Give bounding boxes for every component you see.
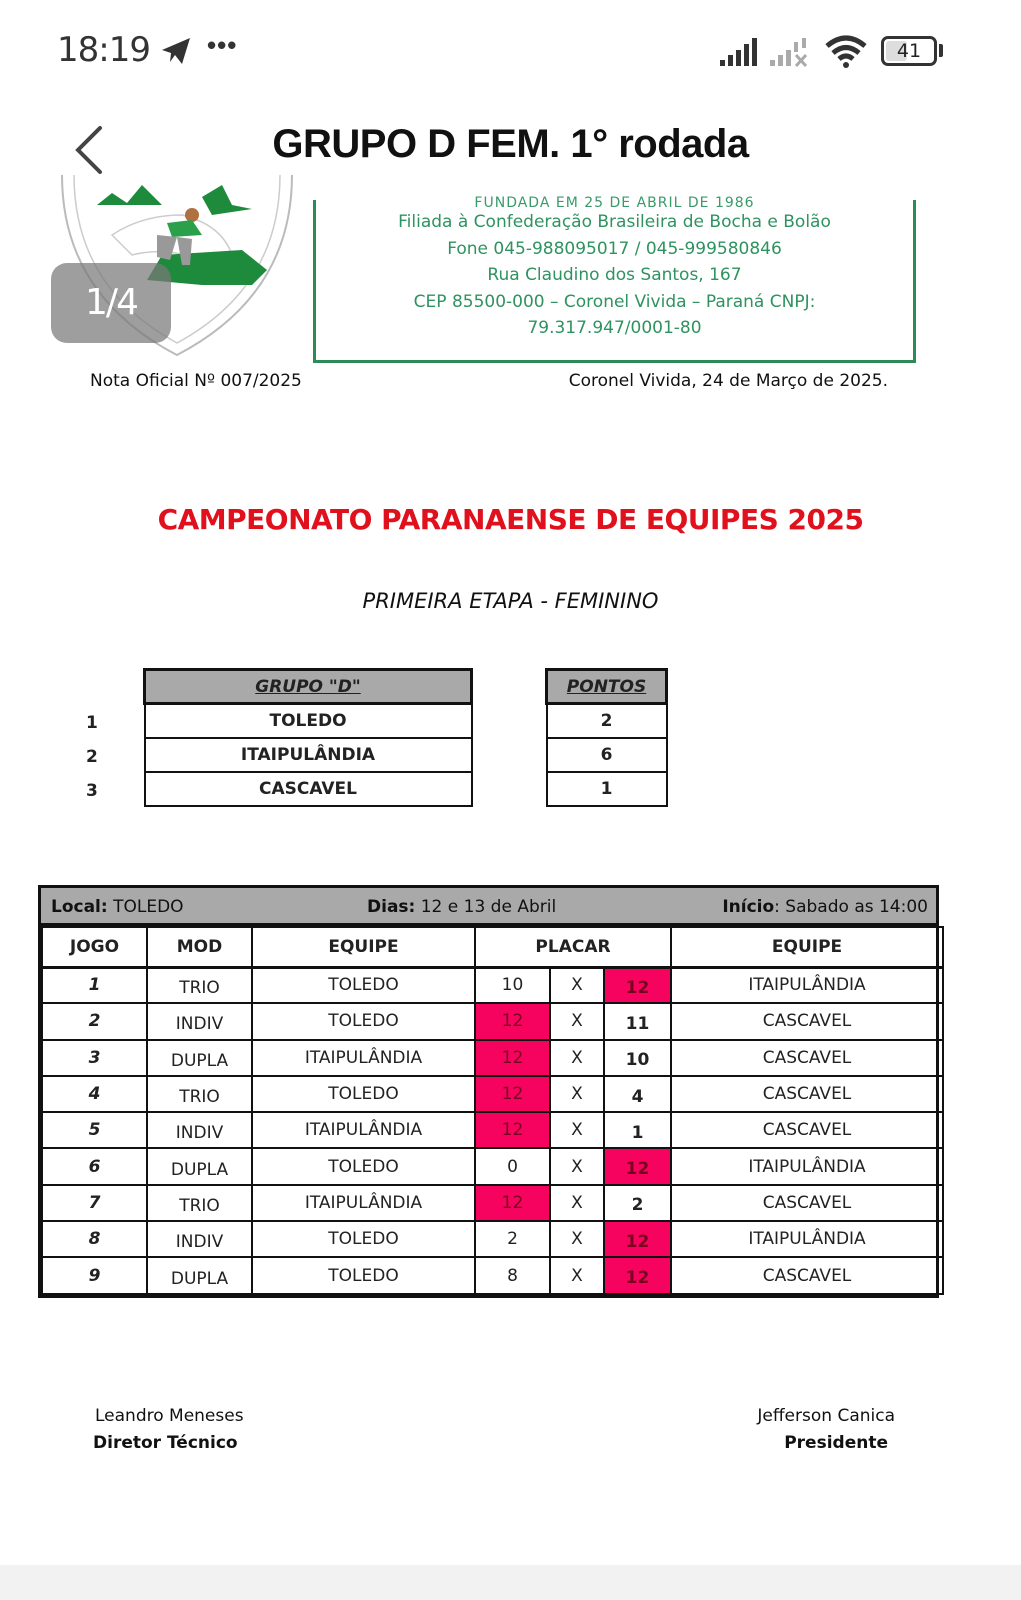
group-position: 3 — [86, 781, 98, 801]
game-row — [42, 967, 943, 1003]
game-score-b: 12 — [604, 967, 671, 1003]
game-score-b: 10 — [604, 1040, 671, 1076]
game-team-b: ITAIPULÂNDIA — [671, 1221, 943, 1257]
game-team-a: TOLEDO — [252, 1076, 475, 1112]
game-mod: DUPLA — [147, 1148, 252, 1184]
signature-right-name: Jefferson Canica — [757, 1406, 895, 1426]
game-score-a: 2 — [475, 1221, 550, 1257]
game-vs: X — [550, 1185, 604, 1221]
championship-title: CAMPEONATO PARANAENSE DE EQUIPES 2025 — [157, 503, 864, 536]
game-mod: TRIO — [147, 967, 252, 1003]
game-vs: X — [550, 1076, 604, 1112]
game-vs: X — [550, 1148, 604, 1184]
more-icon: ••• — [207, 30, 238, 60]
group-points-table — [545, 668, 668, 807]
game-row — [42, 1148, 943, 1184]
game-score-b: 2 — [604, 1185, 671, 1221]
game-team-b: CASCAVEL — [671, 1076, 943, 1112]
game-score-a: 0 — [475, 1148, 550, 1184]
game-number: 5 — [42, 1112, 147, 1148]
points-header: PONTOS — [547, 670, 667, 704]
game-team-b: CASCAVEL — [671, 1257, 943, 1293]
game-vs: X — [550, 1112, 604, 1148]
game-vs: X — [550, 967, 604, 1003]
game-score-b: 12 — [604, 1148, 671, 1184]
inicio-info — [722, 897, 928, 917]
game-team-b: CASCAVEL — [671, 1003, 943, 1039]
status-time: 18:19 — [57, 30, 150, 70]
header-line-street: Rua Claudino dos Santos, 167 — [487, 265, 742, 285]
header-line-affiliation: Filiada à Confederação Brasileira de Bocha e Bolão — [398, 212, 831, 232]
group-team: CASCAVEL — [145, 772, 472, 806]
game-row — [42, 1076, 943, 1112]
signal-no-service-icon — [770, 38, 814, 66]
battery-tip — [939, 44, 943, 57]
game-mod: DUPLA — [147, 1040, 252, 1076]
game-number: 6 — [42, 1148, 147, 1184]
header-mod: MOD — [147, 927, 252, 967]
header-placar: PLACAR — [475, 927, 671, 967]
game-team-b: CASCAVEL — [671, 1185, 943, 1221]
document-viewer[interactable] — [0, 195, 1021, 1565]
game-row — [42, 1112, 943, 1148]
signal-icon — [720, 38, 762, 66]
game-team-b: ITAIPULÂNDIA — [671, 1148, 943, 1184]
inicio-value: : Sabado as 14:00 — [774, 897, 928, 917]
signature-right-role: Presidente — [784, 1433, 888, 1453]
battery-icon — [881, 36, 937, 66]
game-score-b: 12 — [604, 1221, 671, 1257]
game-score-b: 11 — [604, 1003, 671, 1039]
game-mod: DUPLA — [147, 1257, 252, 1293]
signature-left-name: Leandro Meneses — [95, 1406, 244, 1426]
bottom-strip — [0, 1565, 1021, 1600]
inicio-label: Início — [722, 897, 775, 917]
header-equipe-b: EQUIPE — [671, 927, 943, 967]
game-score-a: 12 — [475, 1185, 550, 1221]
signature-left-role: Diretor Técnico — [93, 1433, 238, 1453]
game-row — [42, 1257, 943, 1293]
game-score-a: 8 — [475, 1257, 550, 1293]
header-line-cnpj: 79.317.947/0001-80 — [527, 318, 702, 338]
dias-info — [367, 897, 556, 917]
game-team-a: ITAIPULÂNDIA — [252, 1185, 475, 1221]
game-mod: INDIV — [147, 1112, 252, 1148]
game-team-b: CASCAVEL — [671, 1040, 943, 1076]
group-position: 2 — [86, 747, 98, 767]
game-team-a: TOLEDO — [252, 1148, 475, 1184]
games-grid — [41, 926, 944, 1295]
game-mod: INDIV — [147, 1003, 252, 1039]
federation-header — [313, 195, 916, 363]
local-info — [51, 897, 184, 917]
header-equipe-a: EQUIPE — [252, 927, 475, 967]
game-number: 2 — [42, 1003, 147, 1039]
header-jogo: JOGO — [42, 927, 147, 967]
game-number: 8 — [42, 1221, 147, 1257]
stage-title: PRIMEIRA ETAPA - FEMININO — [362, 589, 659, 613]
game-team-a: TOLEDO — [252, 967, 475, 1003]
group-team: TOLEDO — [145, 704, 472, 738]
group-positions — [86, 703, 98, 805]
local-value: TOLEDO — [113, 897, 184, 917]
game-row — [42, 1185, 943, 1221]
game-number: 3 — [42, 1040, 147, 1076]
header-line-cep: CEP 85500-000 – Coronel Vivida – Paraná CNPJ: — [413, 291, 816, 312]
telegram-icon — [160, 36, 192, 66]
game-score-a: 12 — [475, 1003, 550, 1039]
game-score-b: 1 — [604, 1112, 671, 1148]
game-team-b: CASCAVEL — [671, 1112, 943, 1148]
battery-percent: 41 — [896, 40, 922, 62]
game-score-b: 12 — [604, 1257, 671, 1293]
group-teams-table — [143, 668, 473, 807]
group-points: 6 — [547, 738, 667, 772]
game-mod: TRIO — [147, 1076, 252, 1112]
game-row — [42, 1003, 943, 1039]
wifi-icon — [825, 34, 867, 68]
nota-oficial: Nota Oficial Nº 007/2025 — [90, 371, 302, 391]
game-team-a: ITAIPULÂNDIA — [252, 1040, 475, 1076]
group-position: 1 — [86, 713, 98, 733]
game-score-a: 10 — [475, 967, 550, 1003]
game-vs: X — [550, 1040, 604, 1076]
game-score-a: 12 — [475, 1112, 550, 1148]
game-team-a: ITAIPULÂNDIA — [252, 1112, 475, 1148]
game-row — [42, 1040, 943, 1076]
game-vs: X — [550, 1257, 604, 1293]
game-mod: TRIO — [147, 1185, 252, 1221]
game-number: 9 — [42, 1257, 147, 1293]
group-points: 2 — [547, 704, 667, 738]
local-label: Local: — [51, 897, 108, 917]
game-number: 4 — [42, 1076, 147, 1112]
game-number: 1 — [42, 967, 147, 1003]
header-line-phone: Fone 045-988095017 / 045-999580846 — [447, 238, 782, 259]
group-team: ITAIPULÂNDIA — [145, 738, 472, 772]
group-points: 1 — [547, 772, 667, 806]
date-line: Coronel Vivida, 24 de Março de 2025. — [568, 371, 888, 391]
dias-value: 12 e 13 de Abril — [420, 897, 557, 917]
page-indicator: 1/4 — [51, 263, 171, 343]
game-team-a: TOLEDO — [252, 1221, 475, 1257]
games-body — [42, 967, 943, 1294]
game-team-b: ITAIPULÂNDIA — [671, 967, 943, 1003]
games-info-bar — [41, 888, 936, 926]
status-bar — [0, 0, 1021, 100]
game-vs: X — [550, 1221, 604, 1257]
dias-label: Dias: — [367, 897, 416, 917]
game-score-b: 4 — [604, 1076, 671, 1112]
game-team-a: TOLEDO — [252, 1257, 475, 1293]
game-number: 7 — [42, 1185, 147, 1221]
game-score-a: 12 — [475, 1076, 550, 1112]
page-title: GRUPO D FEM. 1° rodada — [272, 122, 749, 166]
group-header: GRUPO "D" — [145, 670, 472, 704]
game-team-a: TOLEDO — [252, 1003, 475, 1039]
game-score-a: 12 — [475, 1040, 550, 1076]
game-vs: X — [550, 1003, 604, 1039]
games-table — [38, 885, 939, 1298]
game-row — [42, 1221, 943, 1257]
game-mod: INDIV — [147, 1221, 252, 1257]
founded-line: FUNDADA EM 25 DE ABRIL DE 1986 — [474, 195, 755, 211]
